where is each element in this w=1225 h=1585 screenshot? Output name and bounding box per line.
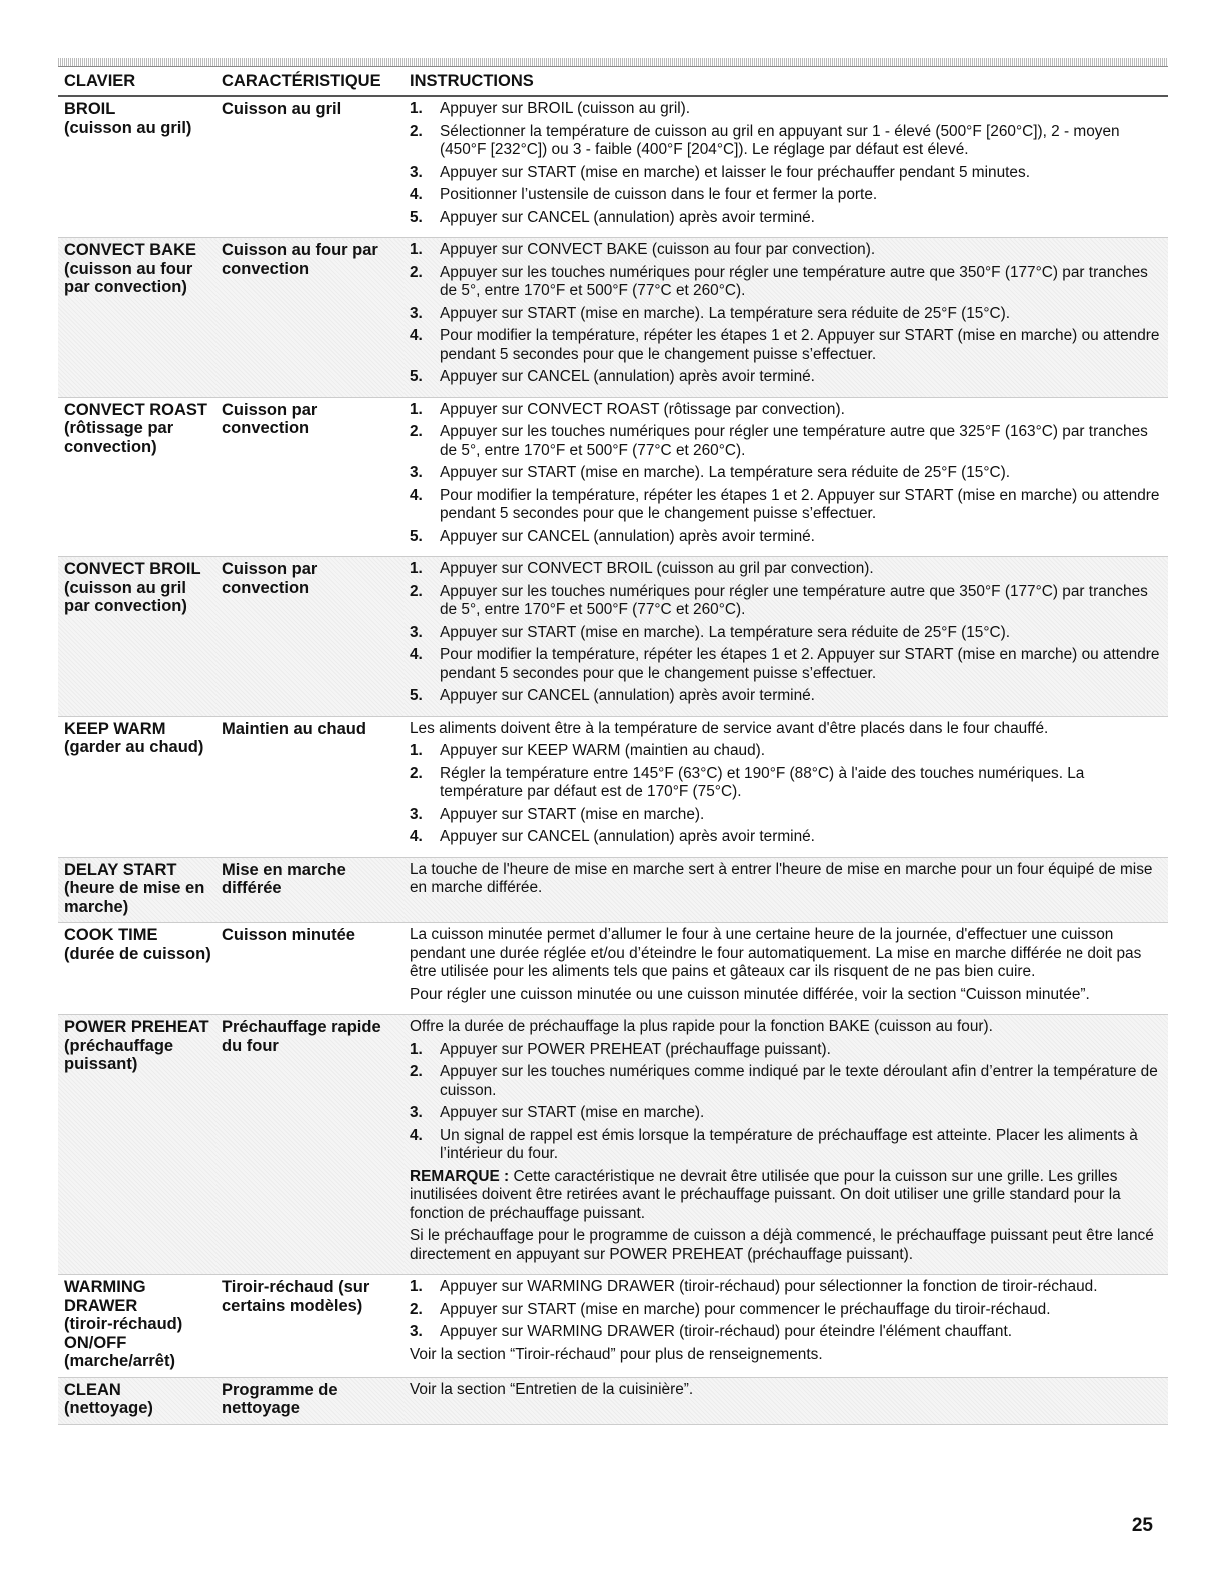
step-number: 1. bbox=[410, 560, 423, 577]
step-number: 1. bbox=[410, 400, 423, 418]
step-text: Appuyer sur BROIL (cuisson au gril). bbox=[440, 100, 691, 117]
feature-cell: Cuisson au four par convection bbox=[216, 238, 404, 398]
top-rule bbox=[58, 58, 1168, 67]
instructions-cell bbox=[404, 857, 1168, 923]
step-item bbox=[410, 806, 1168, 825]
step-number: 4. bbox=[410, 186, 423, 203]
step-text: Appuyer sur les touches numériques comme indiqué par le texte déroulant afin d’entrer la température de cuisson. bbox=[440, 1063, 1158, 1099]
step-number: 3. bbox=[410, 805, 423, 823]
step-text: Sélectionner la température de cuisson au gril en appuyant sur 1 - élevé (500°F [260°C]), 2 - moyen (450°F [232°C]) ou 3 - faible (400°F [204°C]). Le réglage par défaut est élevé. bbox=[440, 122, 1120, 158]
step-number: 1. bbox=[410, 1040, 423, 1058]
instructions-cell bbox=[404, 96, 1168, 238]
instructions-cell bbox=[404, 1015, 1168, 1275]
key-translation: (cuisson au gril) bbox=[64, 118, 192, 137]
step-number: 5. bbox=[410, 527, 423, 545]
instruction-outro: Voir la section “Tiroir-réchaud” pour plus de renseignements. bbox=[410, 1345, 823, 1363]
table-row bbox=[58, 96, 1168, 238]
instructions-cell bbox=[404, 238, 1168, 398]
instruction-text-2: Si le préchauffage pour le programme de cuisson a déjà commencé, le préchauffage puissant peut être lancé directement en appuyant sur POWER PREHEAT (préchauffage puissant). bbox=[410, 1227, 1154, 1263]
feature-cell: Préchauffage rapide du four bbox=[216, 1015, 404, 1275]
keypad-key-cell bbox=[58, 857, 216, 923]
feature-cell: Cuisson par convection bbox=[216, 557, 404, 717]
key-translation: (heure de mise en marche) bbox=[64, 879, 205, 916]
step-text: Appuyer sur START (mise en marche). bbox=[440, 1104, 705, 1121]
step-item bbox=[410, 765, 1168, 802]
step-number: 3. bbox=[410, 1323, 423, 1340]
feature-cell: Tiroir-réchaud (sur certains modèles) bbox=[216, 1275, 404, 1378]
step-text: Appuyer sur START (mise en marche). bbox=[440, 805, 705, 823]
keypad-key-cell bbox=[58, 1377, 216, 1424]
step-text: Pour modifier la température, répéter les étapes 1 et 2. Appuyer sur START (mise en marche) ou attendre pendant 5 secondes pour que le changement puisse s’effectuer. bbox=[440, 327, 1160, 363]
note-paragraph bbox=[410, 1168, 1168, 1224]
keypad-key-cell bbox=[58, 238, 216, 398]
step-item bbox=[410, 241, 1168, 260]
key-name: COOK TIME bbox=[64, 926, 158, 944]
table-header bbox=[58, 67, 1168, 96]
step-item bbox=[410, 1301, 1168, 1320]
header-instructions: INSTRUCTIONS bbox=[404, 67, 1168, 96]
step-number: 2. bbox=[410, 1300, 423, 1318]
step-list bbox=[410, 1278, 1168, 1342]
step-text: Pour modifier la température, répéter les étapes 1 et 2. Appuyer sur START (mise en marche) ou attendre pendant 5 secondes pour que le changement puisse s’effectuer. bbox=[440, 646, 1160, 682]
step-list bbox=[410, 241, 1168, 387]
feature-cell: Programme de nettoyage bbox=[216, 1377, 404, 1424]
step-text: Appuyer sur CANCEL (annulation) après avoir terminé. bbox=[440, 828, 815, 845]
keypad-table bbox=[58, 67, 1168, 1425]
key-name: DELAY START bbox=[64, 860, 177, 879]
step-item bbox=[410, 264, 1168, 301]
keypad-key-cell bbox=[58, 1275, 216, 1378]
step-text: Appuyer sur CONVECT BROIL (cuisson au gril par convection). bbox=[440, 560, 874, 577]
step-item bbox=[410, 464, 1168, 483]
step-number: 1. bbox=[410, 1278, 423, 1295]
keypad-key-cell bbox=[58, 1015, 216, 1275]
step-number: 2. bbox=[410, 423, 423, 440]
step-text: Appuyer sur START (mise en marche). La température sera réduite de 25°F (15°C). bbox=[440, 464, 1011, 481]
feature-cell: Cuisson au gril bbox=[216, 96, 404, 238]
note-text: Cette caractéristique ne devrait être utilisée que pour la cuisson sur une grille. Les grilles inutilisées doivent être retirées avant le préchauffage puissant. On doit utiliser une grille standard pour la fonction de préchauffage puissant. bbox=[410, 1167, 1121, 1222]
key-translation: (durée de cuisson) bbox=[64, 944, 211, 963]
feature-cell: Mise en marche différée bbox=[216, 857, 404, 923]
step-number: 2. bbox=[410, 122, 423, 140]
step-item bbox=[410, 1041, 1168, 1060]
step-number: 2. bbox=[410, 1063, 423, 1080]
step-text: Appuyer sur WARMING DRAWER (tiroir-réchaud) pour éteindre l'élément chauffant. bbox=[440, 1323, 1013, 1340]
step-text: Appuyer sur START (mise en marche) et laisser le four préchauffer pendant 5 minutes. bbox=[440, 163, 1030, 181]
step-text: Appuyer sur CONVECT BAKE (cuisson au four par convection). bbox=[440, 241, 876, 258]
step-item bbox=[410, 100, 1168, 119]
feature-cell: Maintien au chaud bbox=[216, 716, 404, 857]
instructions-cell bbox=[404, 716, 1168, 857]
step-text: Appuyer sur CANCEL (annulation) après avoir terminé. bbox=[440, 208, 815, 226]
step-number: 1. bbox=[410, 100, 423, 117]
key-name: KEEP WARM bbox=[64, 719, 166, 738]
step-item bbox=[410, 305, 1168, 324]
key-name: CONVECT BROIL bbox=[64, 560, 201, 578]
step-number: 4. bbox=[410, 327, 423, 344]
key-name: BROIL bbox=[64, 100, 116, 118]
step-number: 1. bbox=[410, 241, 423, 258]
step-number: 5. bbox=[410, 687, 423, 704]
step-text: Appuyer sur WARMING DRAWER (tiroir-réchaud) pour sélectionner la fonction de tiroir-réchaud. bbox=[440, 1278, 1098, 1295]
table-row bbox=[58, 557, 1168, 717]
step-text: Appuyer sur START (mise en marche). La température sera réduite de 25°F (15°C). bbox=[440, 304, 1011, 322]
step-item bbox=[410, 1104, 1168, 1123]
step-list bbox=[410, 100, 1168, 227]
step-item bbox=[410, 327, 1168, 364]
instructions-cell bbox=[404, 557, 1168, 717]
step-item bbox=[410, 487, 1168, 524]
step-number: 3. bbox=[410, 623, 423, 641]
step-text: Appuyer sur les touches numériques pour régler une température autre que 350°F (177°C) par tranches de 5°, entre 170°F et 500°F (77°C et 260°C). bbox=[440, 263, 1148, 299]
step-text: Pour modifier la température, répéter les étapes 1 et 2. Appuyer sur START (mise en marche) ou attendre pendant 5 secondes pour que le changement puisse s’effectuer. bbox=[440, 486, 1160, 522]
step-text: Appuyer sur START (mise en marche) pour commencer le préchauffage du tiroir-réchaud. bbox=[440, 1300, 1051, 1318]
page bbox=[58, 58, 1168, 1425]
key-translation: (cuisson au four par convection) bbox=[64, 259, 193, 296]
instruction-text-2: Pour régler une cuisson minutée ou une cuisson minutée différée, voir la section “Cuisson minutée”. bbox=[410, 985, 1090, 1003]
key-name: POWER PREHEAT bbox=[64, 1018, 209, 1036]
step-number: 4. bbox=[410, 486, 423, 504]
step-number: 2. bbox=[410, 263, 423, 281]
step-list bbox=[410, 1041, 1168, 1164]
instructions-cell bbox=[404, 397, 1168, 557]
step-item bbox=[410, 164, 1168, 183]
step-item bbox=[410, 1127, 1168, 1164]
step-item bbox=[410, 1323, 1168, 1342]
step-item bbox=[410, 209, 1168, 228]
keypad-key-cell bbox=[58, 397, 216, 557]
step-item bbox=[410, 560, 1168, 579]
step-item bbox=[410, 742, 1168, 761]
step-item bbox=[410, 646, 1168, 683]
step-text: Régler la température entre 145°F (63°C) et 190°F (88°C) à l'aide des touches numériques. La température par défaut est de 170°F (75°C). bbox=[440, 764, 1085, 800]
table-row bbox=[58, 397, 1168, 557]
instruction-intro: Offre la durée de préchauffage la plus rapide pour la fonction BAKE (cuisson au four). bbox=[410, 1018, 993, 1035]
key-name: CONVECT ROAST bbox=[64, 400, 208, 419]
step-item bbox=[410, 186, 1168, 205]
key-translation: (tiroir-réchaud) ON/OFF (marche/arrêt) bbox=[64, 1315, 183, 1370]
note-label: REMARQUE : bbox=[410, 1167, 510, 1185]
key-translation: (garder au chaud) bbox=[64, 738, 204, 756]
step-text: Appuyer sur CANCEL (annulation) après avoir terminé. bbox=[440, 687, 815, 704]
step-number: 3. bbox=[410, 464, 423, 481]
page-number: 25 bbox=[1131, 1515, 1153, 1536]
key-translation: (préchauffage puissant) bbox=[64, 1036, 174, 1073]
step-item bbox=[410, 687, 1168, 706]
keypad-key-cell bbox=[58, 96, 216, 238]
keypad-key-cell bbox=[58, 557, 216, 717]
step-number: 3. bbox=[410, 1104, 423, 1121]
key-translation: (nettoyage) bbox=[64, 1399, 153, 1417]
table-row bbox=[58, 1015, 1168, 1275]
step-item bbox=[410, 123, 1168, 160]
step-text: Appuyer sur CANCEL (annulation) après avoir terminé. bbox=[440, 527, 815, 545]
instruction-text: Voir la section “Entretien de la cuisinière”. bbox=[410, 1380, 694, 1398]
table-row bbox=[58, 857, 1168, 923]
step-number: 2. bbox=[410, 764, 423, 782]
key-translation: (cuisson au gril par convection) bbox=[64, 578, 187, 615]
step-number: 2. bbox=[410, 582, 423, 600]
header-caracteristique: CARACTÉRISTIQUE bbox=[216, 67, 404, 96]
step-item bbox=[410, 423, 1168, 460]
step-text: Appuyer sur CONVECT ROAST (rôtissage par convection). bbox=[440, 400, 845, 418]
table-row bbox=[58, 923, 1168, 1015]
step-number: 3. bbox=[410, 163, 423, 181]
step-text: Appuyer sur les touches numériques pour régler une température autre que 325°F (163°C) par tranches de 5°, entre 170°F et 500°F (77°C et 260°C). bbox=[440, 423, 1148, 459]
table-row bbox=[58, 238, 1168, 398]
keypad-key-cell bbox=[58, 716, 216, 857]
key-name: CLEAN bbox=[64, 1380, 121, 1399]
step-item bbox=[410, 528, 1168, 547]
instruction-intro: Les aliments doivent être à la température de service avant d'être placés dans le four chauffé. bbox=[410, 719, 1049, 737]
key-name: CONVECT BAKE bbox=[64, 241, 197, 259]
step-text: Appuyer sur KEEP WARM (maintien au chaud). bbox=[440, 742, 766, 759]
step-text: Appuyer sur les touches numériques pour régler une température autre que 350°F (177°C) par tranches de 5°, entre 170°F et 500°F (77°C et 260°C). bbox=[440, 582, 1148, 618]
step-number: 1. bbox=[410, 742, 423, 759]
step-item bbox=[410, 828, 1168, 847]
table-row bbox=[58, 1275, 1168, 1378]
key-translation: (rôtissage par convection) bbox=[64, 419, 174, 456]
step-text: Appuyer sur POWER PREHEAT (préchauffage puissant). bbox=[440, 1040, 831, 1058]
step-item bbox=[410, 583, 1168, 620]
step-text: Positionner l’ustensile de cuisson dans le four et fermer la porte. bbox=[440, 186, 878, 203]
keypad-key-cell bbox=[58, 923, 216, 1015]
step-number: 5. bbox=[410, 208, 423, 226]
instruction-text: La touche de l'heure de mise en marche sert à entrer l'heure de mise en marche pour un four équipé de mise en marche différée. bbox=[410, 860, 1153, 896]
step-number: 3. bbox=[410, 304, 423, 322]
feature-cell: Cuisson minutée bbox=[216, 923, 404, 1015]
step-item bbox=[410, 1278, 1168, 1297]
step-item bbox=[410, 368, 1168, 387]
step-item bbox=[410, 1063, 1168, 1100]
step-number: 4. bbox=[410, 828, 423, 845]
header-clavier: CLAVIER bbox=[58, 67, 216, 96]
table-row bbox=[58, 1377, 1168, 1424]
step-item bbox=[410, 624, 1168, 643]
step-text: Appuyer sur CANCEL (annulation) après avoir terminé. bbox=[440, 368, 815, 385]
instructions-cell bbox=[404, 923, 1168, 1015]
step-number: 4. bbox=[410, 1126, 423, 1144]
instructions-cell bbox=[404, 1275, 1168, 1378]
step-text: Appuyer sur START (mise en marche). La température sera réduite de 25°F (15°C). bbox=[440, 623, 1011, 641]
key-name: WARMING DRAWER bbox=[64, 1278, 146, 1315]
step-list bbox=[410, 742, 1168, 847]
step-list bbox=[410, 401, 1168, 547]
step-text: Un signal de rappel est émis lorsque la température de préchauffage est atteinte. Placer les aliments à l’intérieur du four. bbox=[440, 1126, 1138, 1162]
step-list bbox=[410, 560, 1168, 706]
step-number: 5. bbox=[410, 368, 423, 385]
table-row bbox=[58, 716, 1168, 857]
feature-cell: Cuisson par convection bbox=[216, 397, 404, 557]
step-item bbox=[410, 401, 1168, 420]
instructions-cell bbox=[404, 1377, 1168, 1424]
step-number: 4. bbox=[410, 646, 423, 663]
instruction-text: La cuisson minutée permet d’allumer le four à une certaine heure de la journée, d'effectuer une cuisson pendant une durée réglée et/ou d’éteindre le four automatiquement. La mise en marche différée ne doit pas être utilisée pour les aliments tels que pains et gâteaux car ils risquent de ne pas bien cuire. bbox=[410, 926, 1142, 980]
